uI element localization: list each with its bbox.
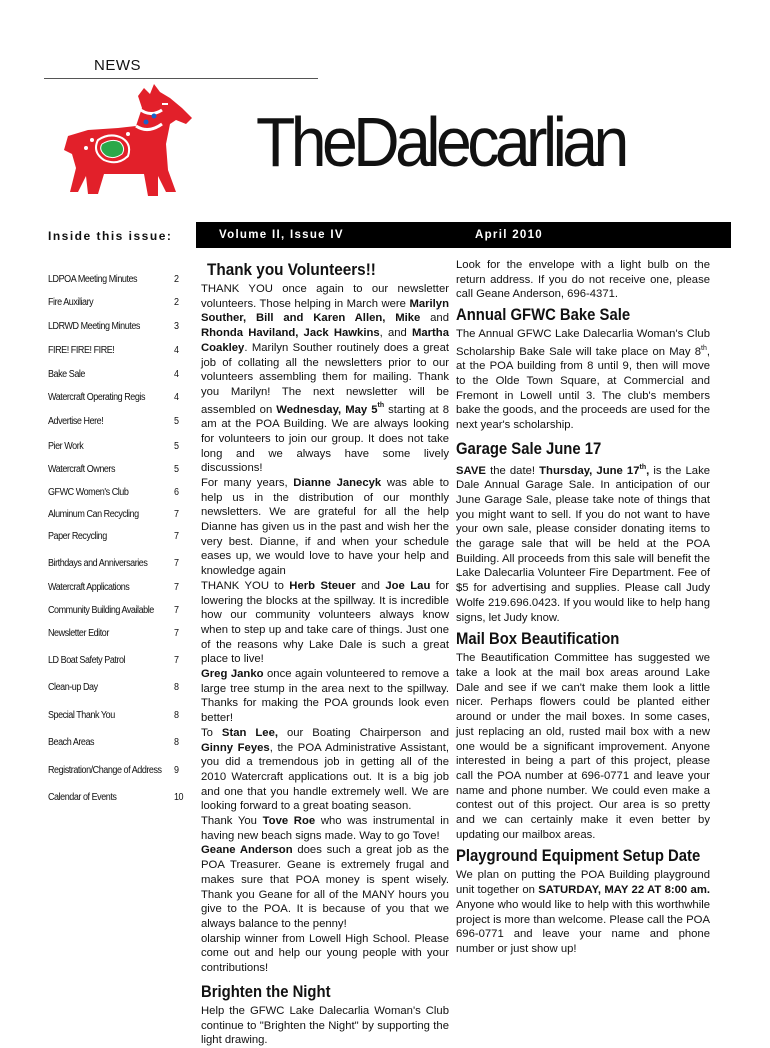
brighten-night-heading: Brighten the Night <box>201 982 331 1001</box>
toc-item[interactable]: Calendar of Events 10 <box>48 792 184 803</box>
horse-body <box>64 84 192 196</box>
thank-you-paragraph-4: Greg Janko once again volunteered to remove a large tree stump in the area next to the spillway. Thanks for making the POA grounds look even better! <box>201 668 449 725</box>
inside-issue-label: Inside this issue: <box>48 229 173 243</box>
news-label: NEWS <box>94 57 141 74</box>
toc-item[interactable]: Beach Areas 8 <box>48 737 179 748</box>
toc-item[interactable]: Watercraft Operating Regis 4 <box>48 392 179 403</box>
thank-you-paragraph-5: To Stan Lee, our Boating Chairperson and Ginny Feyes, the POA Administrative Assistant, you did a tremendous job in getting all of the 2010 Watercraft applications out. It is a big job and one that you handle extremely well. We are looking forward to a great boating season. <box>201 726 449 813</box>
mailbox-heading: Mail Box Beautification <box>456 630 620 649</box>
issue-date: April 2010 <box>475 229 543 241</box>
toc-item[interactable]: Community Building Available 7 <box>48 605 179 616</box>
toc-item[interactable]: Fire Auxiliary 2 <box>48 297 179 308</box>
volume-issue: Volume II, Issue IV <box>219 229 344 241</box>
toc-item[interactable]: Watercraft Applications 7 <box>48 582 179 593</box>
masthead-title: TheDalecarlian <box>256 103 625 181</box>
toc-item[interactable]: LDPOA Meeting Minutes 2 <box>48 274 179 285</box>
issue-band <box>196 222 731 248</box>
bake-sale-heading: Annual GFWC Bake Sale <box>456 306 631 325</box>
thank-you-paragraph-2: For many years, Dianne Janecyk was able to help us in the distribution of our monthly newsletters. We are grateful for all the help Dianne has given us in the past and wish her the very best. Dianne, if and when your schedule eases up, we would love to have your help and knowledge again <box>201 476 450 578</box>
toc-item[interactable]: LD Boat Safety Patrol 7 <box>48 655 179 666</box>
toc-item[interactable]: Aluminum Can Recycling 7 <box>48 509 179 520</box>
thank-you-heading: Thank you Volunteers!! <box>207 260 376 279</box>
thank-you-paragraph-1: THANK YOU once again to our newsletter volunteers. Those helping in March were Marilyn Souther, Bill and Karen Allen, Mike and Rhonda Haviland, Jack Hawkins, and Martha Coakley. Marilyn Souther routinely does a great job of collating all the newsletters prior to our volunteers assembling them for mailing. Thank you Marilyn! The next newsletter will be assembled on Wednesday, May 5th starting at 8 am at the POA Building. We are always looking for volunteers to join our group. It does not take long and we always have some lively discussions! <box>201 283 449 475</box>
playground-paragraph: We plan on putting the POA Building playground unit together on SATURDAY, MAY 22 AT 8:00 am. Anyone who would like to help with this worthwhile project is more than welcome. Please call the POA 696-0771 and leave your name and phone number or just show up! <box>456 869 710 955</box>
toc-item[interactable]: Newsletter Editor 7 <box>48 628 179 639</box>
toc-item[interactable]: Bake Sale 4 <box>48 369 179 380</box>
thank-you-paragraph-3: THANK YOU to Herb Steuer and Joe Lau for lowering the blocks at the spillway. It is incredible how our community volunteers always know when to step up and take care of things. Just one of the reasons why Lake Dale is such a great place to live! <box>201 579 449 666</box>
toc-item[interactable]: Clean-up Day 8 <box>48 682 179 693</box>
toc-item[interactable]: Registration/Change of Address 9 <box>48 765 179 776</box>
toc-item[interactable]: Birthdays and Anniversaries 7 <box>48 558 179 569</box>
mailbox-paragraph: The Beautification Committee has suggested we take a look at the mail box areas around Lake Dale and see if we can't make them look a little nicer. Perhaps flowers could be planted either around or under the mail boxes. In some cases, just replacing an old, rusted mail box with a new one would be a significant improvement. Anyone interested in being a part of this project, please call the POA number at 696-0771 and leave your name and phone number. We could even make a contest out of this project. Our area is so pretty and we can certainly make it even better by updating our mailbox areas. <box>456 652 710 841</box>
dala-horse-logo <box>58 74 198 224</box>
toc-item[interactable]: Advertise Here! 5 <box>48 416 179 427</box>
horse-saddle-trim <box>101 140 124 157</box>
bake-sale-paragraph: The Annual GFWC Lake Dalecarlia Woman's Club Scholarship Bake Sale will take place on May 8th, at the POA building from 8 until 9, then will move to the Olde Town Square, at Commercial and Fremont in Lowell until 3. The club's members bake the goods, and the proceeds are used for the next year's scholarship. <box>456 328 710 432</box>
toc-item[interactable]: Pier Work 5 <box>48 441 179 452</box>
garage-sale-paragraph: SAVE the date! Thursday, June 17th, is the Lake Dale Annual Garage Sale. In anticipation of our June Garage Sale, please take note of things that you might want to sell. If you do not want to have your own sale, please consider donating items to the garage sale that will be held at the POA Building. All proceeds from this sale will benefit the Lake Dalecarlia Volunteer Fire Department. Fee of $5 for advertising and supplies. Please call Judy Wolfe 219.696.0423. If you would like to help hang signs, let Judy know. <box>456 463 710 624</box>
right-article-column <box>456 258 710 957</box>
toc-item[interactable]: Paper Recycling 7 <box>48 531 179 542</box>
toc-item[interactable]: FIRE! FIRE! FIRE! 4 <box>48 345 179 356</box>
toc-item[interactable]: GFWC Women's Club 6 <box>48 487 179 498</box>
thank-you-paragraph-8: olarship winner from Lowell High School. Please come out and help our young people with your contributions! <box>201 932 449 975</box>
thank-you-paragraph-6: Thank You Tove Roe who was instrumental in having new beach signs made. Way to go Tove! <box>201 815 449 842</box>
playground-heading: Playground Equipment Setup Date <box>456 847 701 866</box>
left-article-column <box>201 258 449 1048</box>
toc-item[interactable]: LDRWD Meeting Minutes 3 <box>48 321 179 332</box>
light-bulb-paragraph: Look for the envelope with a light bulb on the return address. If you do not receive one, please call Geane Anderson, 696-4371. <box>456 259 710 301</box>
toc-item[interactable]: Watercraft Owners 5 <box>48 464 179 475</box>
thank-you-paragraph-7: Geane Anderson does such a great job as the POA Treasurer. Geane is extremely frugal and makes sure that POA money is spent wisely. Thank you Geane for all of the MANY hours you give to the POA. It is because of you that we always balance to the penny! <box>201 844 450 930</box>
garage-sale-heading: Garage Sale June 17 <box>456 439 602 458</box>
toc-item[interactable]: Special Thank You 8 <box>48 710 179 721</box>
brighten-night-paragraph: Help the GFWC Lake Dalecarlia Woman's Club continue to "Brighten the Night" by supporting the light drawing. <box>201 1004 449 1047</box>
